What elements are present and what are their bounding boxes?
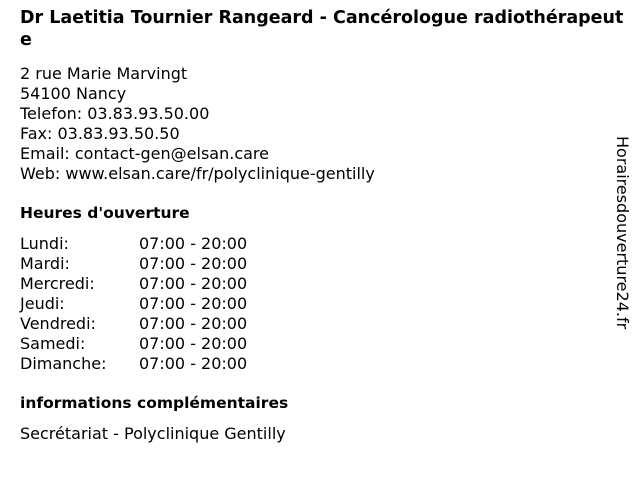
day-label: Dimanche: bbox=[20, 354, 107, 373]
time-range: 07:00 - 20:00 bbox=[139, 294, 248, 313]
time-range: 07:00 - 20:00 bbox=[139, 274, 248, 293]
day-label: Jeudi: bbox=[20, 294, 65, 313]
additional-info-heading: informations complémentaires bbox=[20, 394, 289, 412]
fax-number: Fax: 03.83.93.50.50 bbox=[20, 124, 180, 143]
street-address: 2 rue Marie Marvingt bbox=[20, 64, 188, 83]
hours-row bbox=[20, 254, 247, 274]
time-range: 07:00 - 20:00 bbox=[139, 234, 248, 253]
time-range: 07:00 - 20:00 bbox=[139, 334, 248, 353]
hours-row bbox=[20, 354, 247, 374]
page-title: Dr Laetitia Tournier Rangeard - Cancérologue radiothérapeute bbox=[20, 8, 624, 50]
hours-row bbox=[20, 274, 247, 294]
city: 54100 Nancy bbox=[20, 84, 127, 103]
hours-row bbox=[20, 294, 247, 314]
day-label: Mercredi: bbox=[20, 274, 95, 293]
brand-watermark: Horairesdouverture24.fr bbox=[613, 136, 632, 330]
opening-hours-heading: Heures d'ouverture bbox=[20, 204, 190, 222]
day-label: Mardi: bbox=[20, 254, 70, 273]
address-block bbox=[20, 64, 375, 184]
hours-row bbox=[20, 334, 247, 354]
day-label: Vendredi: bbox=[20, 314, 96, 333]
day-label: Lundi: bbox=[20, 234, 69, 253]
email: Email: contact-gen@elsan.care bbox=[20, 144, 269, 163]
hours-row bbox=[20, 234, 247, 254]
website: Web: www.elsan.care/fr/polyclinique-gentilly bbox=[20, 164, 375, 183]
phone-number: Telefon: 03.83.93.50.00 bbox=[20, 104, 210, 123]
time-range: 07:00 - 20:00 bbox=[139, 254, 248, 273]
time-range: 07:00 - 20:00 bbox=[139, 354, 248, 373]
opening-hours-table bbox=[20, 234, 247, 374]
hours-row bbox=[20, 314, 247, 334]
time-range: 07:00 - 20:00 bbox=[139, 314, 248, 333]
additional-info-text: Secrétariat - Polyclinique Gentilly bbox=[20, 424, 286, 443]
day-label: Samedi: bbox=[20, 334, 86, 353]
